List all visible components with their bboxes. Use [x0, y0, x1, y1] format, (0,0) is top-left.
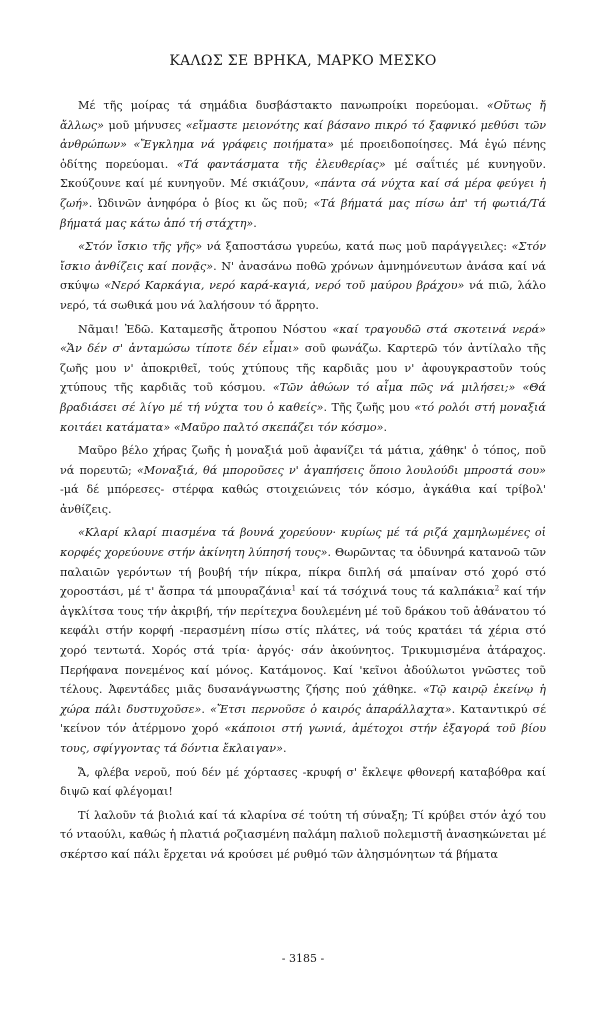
paragraph: [60, 237, 546, 315]
text-run: καί τήν ἀγκλίτσα τους τήν ἀκριβή, τήν περίτεχνα δουλεμένη μέ τοῦ δράκου τοῦ ἀθάνατου τό κεφάλι στήν κορφή -περασμένη πίσω στίς πλάτες, νά τούς κρατάει τά χέρια στό χορό τεντωτά. Χορός στά τρία· ἀργός· σάν ἀκούνητος. Τρικυμισμένα ἀτάραχος. Περήφανα πονεμένος καί μόνος. Κατάμονος. Καί 'κεῖνοι ἀδούλωτοι γνῶστες τοῦ τέλους. Ἀφεντάδες μιᾶς δυσανάγνωστης ζήσης πού χάθηκε.: [60, 585, 546, 697]
quotation: «Μαῦρο παλτό σκεπάζει τόν κόσμο»: [173, 420, 384, 434]
quotation: «Οὕτως ἤ ἄλλως»: [60, 99, 546, 132]
text-run: Τί λαλοῦν τά βιολιά καί τά κλαρίνα σέ τούτη τή σύναξη; Τί κρύβει στόν ἀχό του τό νταούλι, καθώς ἡ πλατιά ροζιασμένη παλάμη παλιοῦ πολεμιστῆ ἀνασηκώνεται μέ σκέρτσο καί πάλι ἔρχεται νά κρούσει μέ ρυθμό τῶν ἀλησμόνητων τά βήματα: [60, 808, 546, 861]
text-run: μέ σαΐτιές μέ κυνηγοῦν. Σκούζουνε καί μέ κυνηγοῦν. Μέ σκιάζουν,: [60, 157, 546, 191]
book-page: [60, 0, 546, 1024]
paragraph: [60, 523, 546, 758]
quotation: «εἴμαστε μειονότης καί βάσανο πικρό τό ξαφνικό μεθύσι τῶν ἀνθρώπων»: [60, 118, 547, 152]
quotation: «πάντα σά νύχτα καί σά μέρα φεύγει ἡ ζωή»: [60, 177, 546, 210]
quotation: «Τῷ καιρῷ ἐκείνῳ ἡ χώρα πάλι δυστυχοῦσε»: [60, 683, 546, 716]
quotation: «Τῶν ἀθώων τό αἷμα πῶς νά μιλήσει;»: [272, 381, 516, 395]
quotation: «Ἔτσι περνοῦσε ὁ καιρός ἀπαράλλαχτα»: [209, 702, 452, 716]
text-run: Ἄ, φλέβα νεροῦ, πού δέν μέ χόρτασες -κρυφή σ' ἔκλεψε φθονερή καταβόθρα καί διψῶ καί φλέγομαι!: [60, 765, 546, 799]
text-run: μέ προειδοποίησες. Μά ἐγώ πένης ὁδίτης πορεύομαι.: [60, 138, 546, 171]
text-run: Μέ τῆς μοίρας τά σημάδια δυσβάστακτο πανωπροίκι πορεύομαι.: [78, 99, 487, 112]
text-run: . Ὠδινῶν ἀνηφόρα ὁ βίος κι ὥς ποῦ;: [88, 196, 314, 210]
text-run: .: [201, 702, 210, 716]
quotation: «Τά φαντάσματα τῆς ἐλευθερίας»: [176, 157, 386, 171]
quotation: «τό ρολόι στή μοναξιά κοιτάει κατάματα»: [60, 400, 546, 434]
text-run: . Θωρῶντας τα ὀδυνηρά κατανοῶ τῶν παλαιῶν γερόντων τή βουβή τήν πίκρα, πίκρα διπλή σά μπαίναν στό χορό στό χοροστάσι, μέ τ' ἄσπρα τά μπουραζάνια: [60, 546, 546, 599]
quotation: «Μοναξιά, θά μποροῦσες ν' ἀγαπήσεις ὅποιο λουλούδι μπροστά σου»: [136, 463, 546, 477]
quotation: «Νερό Καρκάγια, νερό καρά-καγιά, νερό τοῦ μαύρου βράχου»: [104, 279, 465, 293]
quotation: «κάποιοι στή γωνιά, ἀμέτοχοι στήν ἐξαγορά τοῦ βίου τους, σφίγγοντας τά δόντια ἔκλαιγαν»: [60, 722, 546, 755]
body-text: [60, 96, 546, 869]
quotation: «Στόν ἴσκιο τῆς γῆς»: [78, 240, 203, 254]
quotation: «καί τραγουδῶ στά σκοτεινά νερά»: [332, 322, 547, 336]
text-run: μοῦ μήνυσες: [103, 118, 186, 132]
quotation: «Κλαρί κλαρί πιασμένα τά βουνά χορεύουν· κυρίως μέ τά ριζά χαμηλωμένες οἱ κορφές χορεύουνε στήν ἀκίνητη λύπησή τους»: [60, 526, 546, 560]
text-run: -μά δέ μπόρεσες- στέρφα καθώς στοιχειώνεις τόν κόσμο, ἀγκάθια καί τρίβολ' ἀνθίζεις.: [60, 483, 546, 516]
text-run: .: [253, 216, 257, 230]
text-run: .: [383, 420, 388, 434]
text-run: . Καταντικρύ σέ 'κείνον τόν ἀτέρμονο χορό: [60, 702, 546, 736]
paragraph: [60, 96, 546, 233]
text-run: καί τά τσόχινά τους τά καλπάκια: [296, 585, 495, 599]
chapter-title: ΚΑΛΩΣ ΣΕ ΒΡΗΚΑ, ΜΑΡΚΟ ΜΕΣΚΟ: [169, 53, 437, 69]
paragraph: [60, 763, 546, 802]
paragraph: [60, 320, 546, 438]
text-run: νά ξαποστάσω γυρεύω, κατά πως μοῦ παράγγειλες:: [202, 240, 512, 254]
text-run: σοῦ φωνάζω. Καρτερῶ τόν ἀντίλαλο τῆς ζωῆς μου ν' ἀποκριθεῖ, τούς χτύπους τῆς καρδιᾶς μου ν' ἀφουγκραστοῦν τούς χτύπους τῆς καρδιᾶς τοῦ κόσμου.: [60, 342, 547, 395]
quotation: «Θά βραδιάσει σέ λίγο μέ τή νύχτα του ὁ καθείς»: [60, 381, 546, 414]
footnote-marker: 2: [494, 584, 500, 593]
page-number: - 3185 -: [281, 952, 325, 965]
text-run: . Τῆς ζωῆς μου: [323, 400, 415, 414]
text-run: Νᾶμαι! Ἐδῶ. Καταμεσῆς ἄτροπου Νόστου: [78, 322, 333, 336]
quotation: «Ἄν δέν σ' ἀνταμώσω τίποτε δέν εἶμαι»: [60, 342, 300, 356]
paragraph: [60, 441, 546, 519]
text-run: .: [282, 742, 287, 755]
text-run: νά πιῶ, λάλο νερό, τά σωθικά μου νά λαλήσουν τό ἄρρητο.: [60, 279, 546, 312]
quotation: «Στόν ἴσκιο ἀνθίζεις καί πονᾷς»: [60, 240, 546, 273]
text-run: Μαῦρο βέλο χήρας ζωῆς ἡ μοναξιά μοῦ ἀφανίζει τά μάτια, χάθηκ' ὁ τόπος, ποῦ νά πορευτῶ;: [60, 444, 546, 477]
text-run: . Ν' ἀνασάνω ποθῶ χρόνων ἀμνημόνευτων ἀνάσα καί νά σκύψω: [60, 259, 546, 293]
paragraph: [60, 806, 546, 865]
quotation: «Ἔγκλημα νά γράφεις ποιήματα»: [133, 138, 334, 152]
footnote-marker: 1: [291, 584, 297, 593]
quotation: «Τά βήματά μας πίσω ἀπ' τή φωτιά/Τά βήματά μας κάτω ἀπό τή στάχτη»: [60, 196, 547, 230]
